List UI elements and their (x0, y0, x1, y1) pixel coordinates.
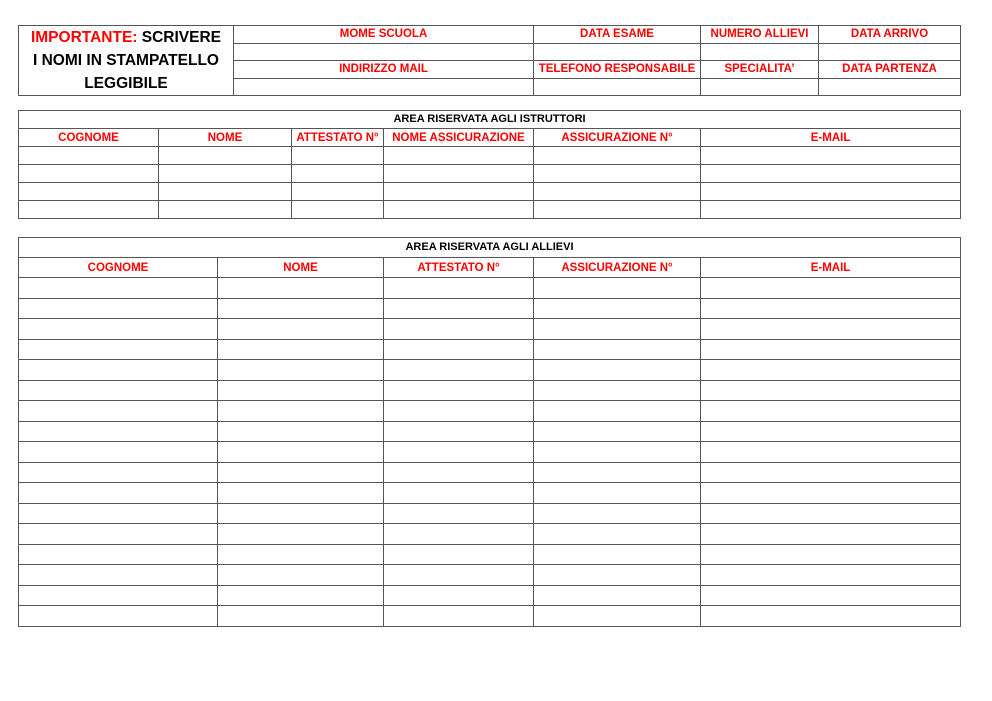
student-cell[interactable] (534, 401, 701, 422)
instructor-row (19, 183, 961, 201)
field-value-specialty[interactable] (701, 78, 819, 96)
student-row (19, 380, 961, 401)
student-cell[interactable] (218, 339, 384, 360)
student-cell[interactable] (534, 544, 701, 565)
student-cell[interactable] (534, 606, 701, 627)
instructor-cell[interactable] (701, 165, 961, 183)
student-cell[interactable] (384, 401, 534, 422)
instructor-cell[interactable] (701, 201, 961, 219)
student-cell[interactable] (701, 380, 961, 401)
field-value-departure-date[interactable] (819, 78, 961, 96)
student-cell[interactable] (384, 585, 534, 606)
student-cell[interactable] (384, 421, 534, 442)
student-row (19, 442, 961, 463)
col-header-certificate-no: ATTESTATO N° (292, 129, 384, 147)
field-label-manager-phone: TELEFONO RESPONSABILE (534, 61, 701, 79)
student-cell[interactable] (701, 421, 961, 442)
student-cell[interactable] (19, 339, 218, 360)
instructor-cell[interactable] (159, 147, 292, 165)
student-cell[interactable] (701, 483, 961, 504)
student-row (19, 606, 961, 627)
student-row (19, 339, 961, 360)
student-cell[interactable] (19, 319, 218, 340)
student-cell[interactable] (701, 278, 961, 299)
student-cell[interactable] (534, 503, 701, 524)
student-cell[interactable] (384, 483, 534, 504)
instructor-cell[interactable] (384, 183, 534, 201)
instructor-cell[interactable] (534, 183, 701, 201)
student-cell[interactable] (701, 462, 961, 483)
student-cell[interactable] (218, 565, 384, 586)
student-row (19, 503, 961, 524)
instructor-cell[interactable] (19, 147, 159, 165)
student-cell[interactable] (384, 503, 534, 524)
student-cell[interactable] (701, 565, 961, 586)
student-cell[interactable] (701, 524, 961, 545)
instructor-cell[interactable] (384, 147, 534, 165)
instructors-title: AREA RISERVATA AGLI ISTRUTTORI (19, 111, 961, 129)
instructor-cell[interactable] (292, 165, 384, 183)
instructor-cell[interactable] (19, 183, 159, 201)
field-label-specialty: SPECIALITA’ (701, 61, 819, 79)
student-cell[interactable] (218, 585, 384, 606)
field-value-email-address[interactable] (234, 78, 534, 96)
student-cell[interactable] (534, 585, 701, 606)
important-line3: LEGGIBILE (84, 75, 168, 92)
instructor-cell[interactable] (292, 147, 384, 165)
field-label-email-address: INDIRIZZO MAIL (234, 61, 534, 79)
student-row (19, 483, 961, 504)
student-cell[interactable] (534, 483, 701, 504)
student-row (19, 360, 961, 381)
student-cell[interactable] (19, 544, 218, 565)
student-cell[interactable] (701, 503, 961, 524)
field-label-students-count: NUMERO ALLIEVI (701, 26, 819, 44)
student-cell[interactable] (19, 421, 218, 442)
student-cell[interactable] (218, 544, 384, 565)
student-cell[interactable] (384, 319, 534, 340)
student-cell[interactable] (19, 298, 218, 319)
field-value-school-name[interactable] (234, 43, 534, 61)
col-header-name: NOME (159, 129, 292, 147)
student-cell[interactable] (218, 380, 384, 401)
student-cell[interactable] (534, 524, 701, 545)
instructor-cell[interactable] (292, 183, 384, 201)
student-cell[interactable] (701, 298, 961, 319)
students-table (18, 237, 961, 627)
student-row (19, 565, 961, 586)
instructor-row (19, 201, 961, 219)
student-cell[interactable] (218, 462, 384, 483)
student-cell[interactable] (218, 442, 384, 463)
field-label-arrival-date: DATA ARRIVO (819, 26, 961, 44)
instructors-header-row (19, 129, 961, 147)
student-row (19, 524, 961, 545)
field-label-school-name: MOME SCUOLA (234, 26, 534, 44)
student-cell[interactable] (19, 278, 218, 299)
student-cell[interactable] (19, 524, 218, 545)
student-cell[interactable] (701, 585, 961, 606)
col-header-surname: COGNOME (19, 258, 218, 278)
field-label-departure-date: DATA PARTENZA (819, 61, 961, 79)
student-cell[interactable] (534, 360, 701, 381)
student-cell[interactable] (19, 565, 218, 586)
important-line1: SCRIVERE (141, 29, 222, 46)
student-cell[interactable] (218, 524, 384, 545)
student-cell[interactable] (19, 503, 218, 524)
student-cell[interactable] (384, 606, 534, 627)
student-cell[interactable] (701, 442, 961, 463)
student-cell[interactable] (384, 298, 534, 319)
student-cell[interactable] (534, 462, 701, 483)
col-header-surname: COGNOME (19, 129, 159, 147)
student-cell[interactable] (701, 401, 961, 422)
student-cell[interactable] (384, 278, 534, 299)
student-cell[interactable] (218, 503, 384, 524)
student-row (19, 298, 961, 319)
student-cell[interactable] (534, 380, 701, 401)
field-label-exam-date: DATA ESAME (534, 26, 701, 44)
student-cell[interactable] (384, 544, 534, 565)
student-cell[interactable] (701, 319, 961, 340)
field-value-arrival-date[interactable] (819, 43, 961, 61)
student-cell[interactable] (19, 606, 218, 627)
col-header-email: E-MAIL (701, 129, 961, 147)
field-value-exam-date[interactable] (534, 43, 701, 61)
student-cell[interactable] (19, 442, 218, 463)
student-cell[interactable] (19, 401, 218, 422)
student-row (19, 278, 961, 299)
student-cell[interactable] (534, 442, 701, 463)
instructor-cell[interactable] (159, 201, 292, 219)
important-line2: I NOMI IN STAMPATELLO (33, 52, 219, 69)
students-title: AREA RISERVATA AGLI ALLIEVI (19, 238, 961, 258)
student-cell[interactable] (218, 421, 384, 442)
col-header-email: E-MAIL (701, 258, 961, 278)
student-cell[interactable] (384, 462, 534, 483)
student-cell[interactable] (218, 606, 384, 627)
student-row (19, 544, 961, 565)
school-info-table (18, 25, 961, 96)
instructor-cell[interactable] (534, 201, 701, 219)
important-label: IMPORTANTE: (30, 29, 138, 46)
student-cell[interactable] (534, 278, 701, 299)
instructor-row (19, 165, 961, 183)
instructor-cell[interactable] (159, 165, 292, 183)
instructor-cell[interactable] (701, 147, 961, 165)
instructor-cell[interactable] (292, 201, 384, 219)
student-row (19, 319, 961, 340)
student-cell[interactable] (384, 524, 534, 545)
student-row (19, 401, 961, 422)
instructor-cell[interactable] (19, 201, 159, 219)
student-cell[interactable] (384, 339, 534, 360)
instructor-cell[interactable] (534, 147, 701, 165)
student-row (19, 585, 961, 606)
instructor-row (19, 147, 961, 165)
col-header-insurance-name: NOME ASSICURAZIONE (384, 129, 534, 147)
student-cell[interactable] (384, 380, 534, 401)
student-cell[interactable] (534, 298, 701, 319)
instructor-cell[interactable] (701, 183, 961, 201)
student-cell[interactable] (534, 319, 701, 340)
important-notice (19, 26, 234, 96)
instructor-cell[interactable] (19, 165, 159, 183)
col-header-certificate-no: ATTESTATO N° (384, 258, 534, 278)
student-cell[interactable] (19, 462, 218, 483)
student-cell[interactable] (701, 606, 961, 627)
student-cell[interactable] (218, 319, 384, 340)
col-header-insurance-no: ASSICURAZIONE N° (534, 129, 701, 147)
col-header-insurance-no: ASSICURAZIONE N° (534, 258, 701, 278)
student-cell[interactable] (19, 360, 218, 381)
student-cell[interactable] (534, 565, 701, 586)
student-row (19, 462, 961, 483)
field-value-students-count[interactable] (701, 43, 819, 61)
student-cell[interactable] (218, 278, 384, 299)
instructor-cell[interactable] (384, 165, 534, 183)
instructor-cell[interactable] (159, 183, 292, 201)
col-header-name: NOME (218, 258, 384, 278)
instructor-cell[interactable] (534, 165, 701, 183)
student-cell[interactable] (19, 483, 218, 504)
instructor-cell[interactable] (384, 201, 534, 219)
student-row (19, 421, 961, 442)
student-cell[interactable] (384, 442, 534, 463)
student-cell[interactable] (384, 360, 534, 381)
student-cell[interactable] (19, 585, 218, 606)
student-cell[interactable] (218, 401, 384, 422)
student-cell[interactable] (218, 298, 384, 319)
student-cell[interactable] (384, 565, 534, 586)
students-header-row (19, 258, 961, 278)
instructors-table (18, 110, 961, 219)
student-cell[interactable] (218, 360, 384, 381)
student-cell[interactable] (534, 421, 701, 442)
field-value-manager-phone[interactable] (534, 78, 701, 96)
student-cell[interactable] (701, 544, 961, 565)
student-cell[interactable] (701, 360, 961, 381)
student-cell[interactable] (701, 339, 961, 360)
student-cell[interactable] (19, 380, 218, 401)
student-cell[interactable] (534, 339, 701, 360)
student-cell[interactable] (218, 483, 384, 504)
